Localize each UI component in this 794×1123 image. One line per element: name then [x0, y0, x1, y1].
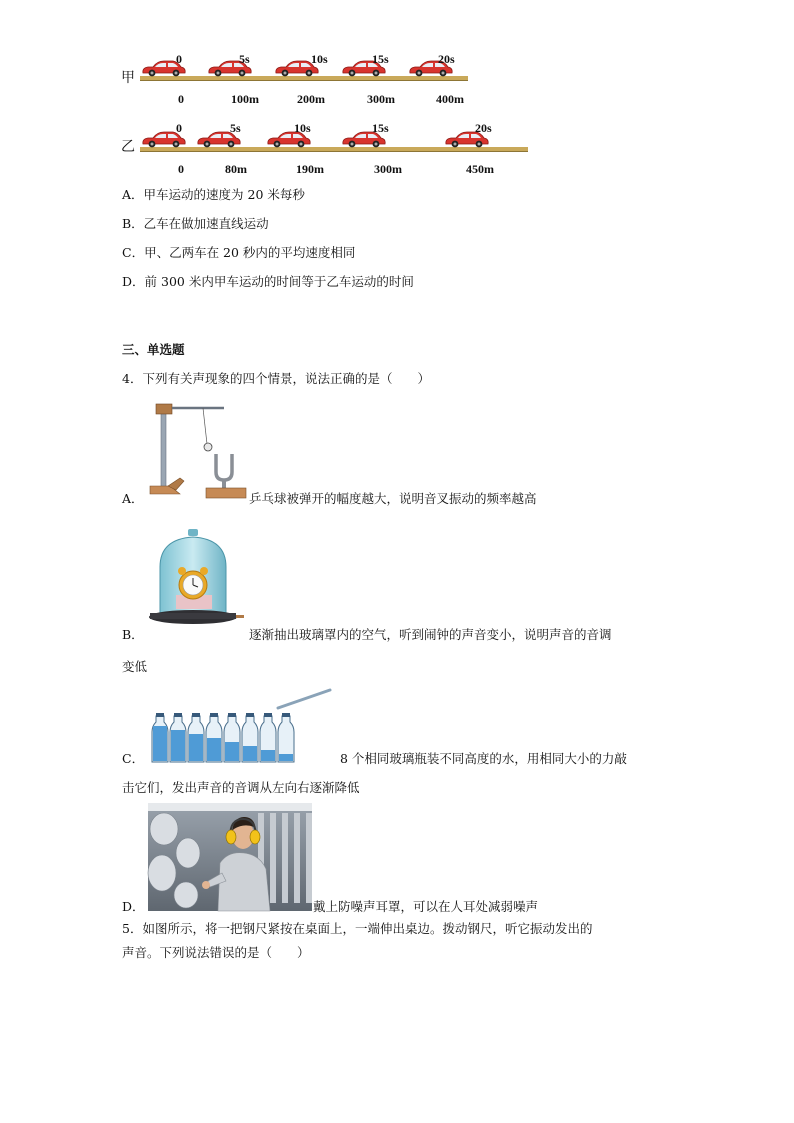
distance-label: 400m — [436, 92, 464, 106]
distance-label: 300m — [374, 162, 402, 176]
q4-b-text-cont: 变低 — [122, 659, 148, 674]
row-label-jia: 甲 — [121, 70, 135, 86]
distance-label: 450m — [466, 162, 494, 176]
time-label: 10s — [311, 52, 328, 66]
q4-b-text: 逐渐抽出玻璃罩内的空气，听到闹钟的声音变小，说明声音的音调 — [249, 627, 612, 642]
time-label: 5s — [239, 52, 250, 66]
water-bottles-illustration — [148, 688, 334, 766]
q4-c-text: 8 个相同玻璃瓶装不同高度的水，用相同大小的力敲 — [340, 751, 627, 766]
q4-c-text-cont: 击它们，发出声音的音调从左向右逐渐降低 — [122, 780, 360, 795]
time-label: 10s — [294, 121, 311, 135]
time-label: 5s — [230, 121, 241, 135]
time-label: 15s — [372, 121, 389, 135]
distance-label: 300m — [367, 92, 395, 106]
time-label: 0 — [176, 121, 182, 135]
q4-a-letter: A． — [122, 491, 144, 506]
time-label: 20s — [475, 121, 492, 135]
distance-label: 0 — [178, 162, 184, 176]
distance-label: 200m — [297, 92, 325, 106]
q3-option-a: A．甲车运动的速度为 20 米每秒 — [122, 187, 305, 202]
q3-option-b: B．乙车在做加速直线运动 — [122, 216, 269, 231]
q5-stem-line2: 声音。下列说法错误的是（ ） — [122, 945, 310, 960]
q4-d-text: 戴上防噪声耳罩，可以在人耳处减弱噪声 — [313, 899, 539, 914]
q5-stem-line1: 5．如图所示，将一把钢尺紧按在桌面上，一端伸出桌边。拨动钢尺，听它振动发出的 — [122, 921, 593, 936]
q3-option-c: C．甲、乙两车在 20 秒内的平均速度相同 — [122, 245, 356, 260]
time-label: 20s — [438, 52, 455, 66]
section-title: 三、单选题 — [122, 342, 185, 357]
bell-jar-illustration — [148, 527, 248, 629]
distance-label: 190m — [296, 162, 324, 176]
tuning-fork-illustration — [146, 402, 246, 500]
q4-b-letter: B． — [122, 627, 144, 642]
distance-label: 100m — [231, 92, 259, 106]
time-label: 15s — [372, 52, 389, 66]
time-label: 0 — [176, 52, 182, 66]
q4-stem: 4．下列有关声现象的四个情景，说法正确的是（ ） — [122, 371, 430, 386]
q3-option-d: D．前 300 米内甲车运动的时间等于乙车运动的时间 — [122, 274, 414, 289]
distance-label: 80m — [225, 162, 247, 176]
q4-c-letter: C． — [122, 751, 145, 766]
factory-worker-photo — [148, 803, 312, 911]
distance-label: 0 — [178, 92, 184, 106]
q4-d-letter: D． — [122, 899, 145, 914]
row-label-yi: 乙 — [121, 139, 135, 155]
q4-a-text: 乒乓球被弹开的幅度越大，说明音叉振动的频率越高 — [249, 491, 537, 506]
